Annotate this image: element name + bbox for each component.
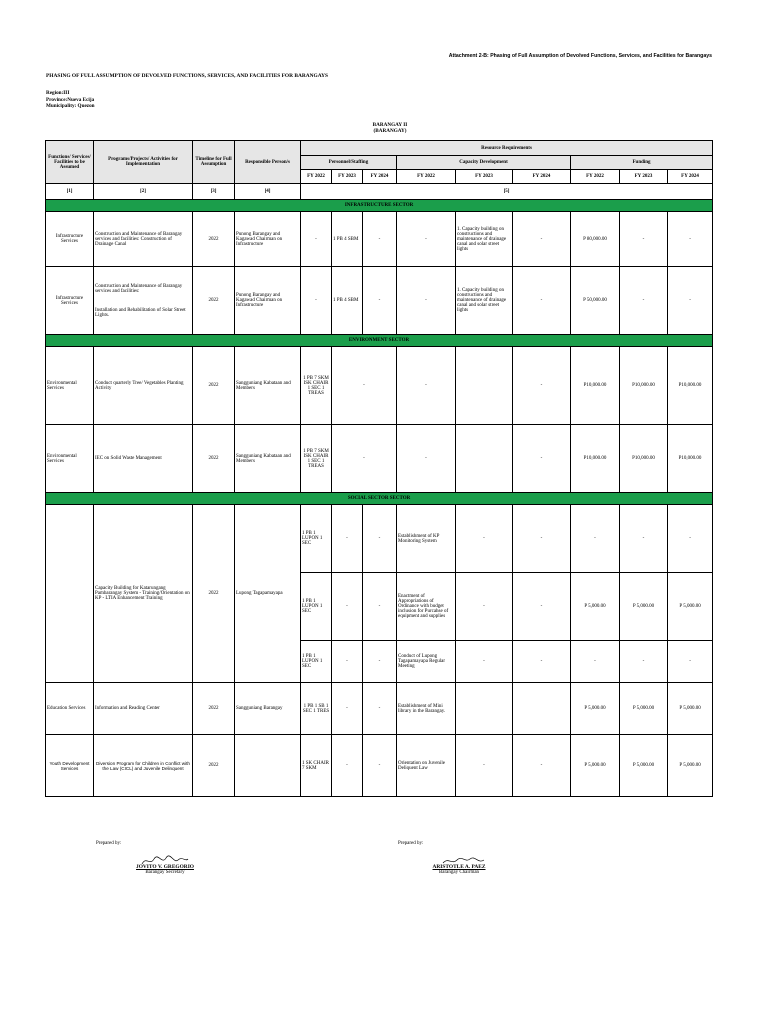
table-row xyxy=(46,425,713,493)
cell-capacity: - xyxy=(397,347,456,425)
cell-program: Construction and Maintenance of Barangay services and facilities: Construction of Drainage Canal xyxy=(94,212,193,267)
cell-timeline: 2022 xyxy=(193,505,235,683)
attachment-label: Attachment 2-B: Phasing of Full Assumption of Devolved Functions, Services, and Facilities for Barangays xyxy=(448,53,712,59)
fy-header: FY 2022 xyxy=(571,170,620,184)
cell-personnel: 1 PB 4 SBM xyxy=(332,267,363,335)
signatory-right xyxy=(424,864,494,875)
cell-personnel: - xyxy=(332,641,363,683)
cell-capacity: 1. Capacity building on constructions and maintenance of drainage canal and solar street lights xyxy=(456,212,513,267)
cell-funding: - xyxy=(668,267,713,335)
cell-funding: P 5,000.00 xyxy=(571,573,620,641)
cell-program: Information and Reading Center xyxy=(94,683,193,735)
cell-capacity: - xyxy=(513,425,571,493)
cell-personnel: - xyxy=(363,267,397,335)
cell-personnel: - xyxy=(332,573,363,641)
barangay-heading xyxy=(360,122,420,135)
signatory-left-title: Barangay Secretary xyxy=(145,870,185,875)
cell-funding: P 5,000.00 xyxy=(668,683,713,735)
col-programs: Programs/Projects/ Activities for Implementation xyxy=(94,141,193,184)
table-row xyxy=(46,505,713,573)
cell-personnel: - xyxy=(363,212,397,267)
cell-personnel: 1 PB 1 LUPON 1 SEC xyxy=(301,641,332,683)
cell-function: Education Services xyxy=(46,683,94,735)
cell-personnel: - xyxy=(332,735,363,797)
region-label: Region:III xyxy=(46,90,70,96)
cell-program: IEC on Solid Waste Management xyxy=(94,425,193,493)
fy-header: FY 2024 xyxy=(513,170,571,184)
cell-capacity: Orientation on Juvenile Deliquent Law xyxy=(397,735,456,797)
table-row xyxy=(46,212,713,267)
col-funding: Funding xyxy=(571,156,713,170)
table-row xyxy=(46,683,713,735)
cell-personnel: - xyxy=(332,505,363,573)
cell-funding: P 5,000.00 xyxy=(620,683,668,735)
cell-personnel: - xyxy=(332,683,363,735)
col-resource: Resource Requirements xyxy=(301,141,713,156)
cell-capacity xyxy=(456,425,513,493)
cell-funding: - xyxy=(620,267,668,335)
cell-capacity: Enactment of Appropriations of Ordinance with budget inclusion for Purcahse of equipment and supplies xyxy=(397,573,456,641)
cell-personnel: 1 PB 7 SKM ISK CHAIR 1 SEC 1 TREAS xyxy=(301,425,332,493)
cell-capacity xyxy=(513,683,571,735)
cell-personnel: 1 PB 4 SBM xyxy=(332,212,363,267)
barangay-name: BARANGAY II xyxy=(372,122,408,128)
cell-funding: P 80,000.00 xyxy=(571,212,620,267)
cell-personnel: - xyxy=(363,735,397,797)
cell-capacity: - xyxy=(513,735,571,797)
cell-funding: P10,000.00 xyxy=(571,347,620,425)
cell-funding: P 5,000.00 xyxy=(571,683,620,735)
cell-personnel: 1 PB 1 LUPON 1 SEC xyxy=(301,573,332,641)
fy-header: FY 2023 xyxy=(456,170,513,184)
cell-capacity: - xyxy=(456,735,513,797)
cell-personnel: - xyxy=(301,212,332,267)
cell-capacity: - xyxy=(397,267,456,335)
cell-responsible: Sangguniang Kabataan and Members xyxy=(235,347,301,425)
col-capacity: Capacity Development xyxy=(397,156,571,170)
cell-personnel: 1 PB 1 LUPON 1 SEC xyxy=(301,505,332,573)
cell-capacity: Conduct of Lupong Tagapamayapa Regular Meeting xyxy=(397,641,456,683)
col-number: [5] xyxy=(301,184,713,200)
fy-header: FY 2024 xyxy=(668,170,713,184)
cell-personnel: - xyxy=(363,641,397,683)
cell-capacity: - xyxy=(456,505,513,573)
cell-funding: P10,000.00 xyxy=(620,425,668,493)
cell-capacity: - xyxy=(456,573,513,641)
cell-responsible: Punong Barangay and Kagawad Chairman on Infrastructure xyxy=(235,267,301,335)
cell-capacity xyxy=(456,683,513,735)
col-personnel: Personnel/Staffing xyxy=(301,156,397,170)
cell-timeline: 2022 xyxy=(193,683,235,735)
fy-header: FY 2022 xyxy=(397,170,456,184)
cell-capacity: Establishment of KP Monitoring System xyxy=(397,505,456,573)
document-title: PHASING OF FULL ASSUMPTION OF DEVOLVED FUNCTIONS, SERVICES, AND FACILITIES FOR BARANGAYS xyxy=(46,73,329,79)
cell-funding: - xyxy=(620,641,668,683)
cell-capacity: - xyxy=(513,641,571,683)
cell-personnel: - xyxy=(363,505,397,573)
cell-funding: P 5,000.00 xyxy=(571,735,620,797)
cell-funding: P 5,000.00 xyxy=(668,573,713,641)
cell-responsible: Sangguniang Barangay xyxy=(235,683,301,735)
cell-personnel: 1 SK CHAIR 7 SKM xyxy=(301,735,332,797)
cell-timeline: 2022 xyxy=(193,347,235,425)
cell-personnel: - xyxy=(363,683,397,735)
cell-funding: P10,000.00 xyxy=(668,425,713,493)
phasing-table xyxy=(45,140,713,797)
col-functions: Functions/ Services/ Facilities to be Assumed xyxy=(46,141,94,184)
cell-timeline: 2022 xyxy=(193,735,235,797)
cell-timeline: 2022 xyxy=(193,425,235,493)
cell-program: Capacity Building for Katarungang Pambarangay System - Training/Orientation on KP - LTIA Enhancement Training xyxy=(94,505,193,683)
program-line: Construction and Maintenance of Barangay services and facilities: xyxy=(95,283,183,294)
location-block xyxy=(46,90,95,110)
cell-program: Conduct quarterly Tree/ Vegetables Planting Activity xyxy=(94,347,193,425)
cell-capacity: - xyxy=(397,212,456,267)
cell-capacity: - xyxy=(513,212,571,267)
cell-capacity xyxy=(456,347,513,425)
cell-capacity: - xyxy=(513,267,571,335)
cell-funding: P 5,000.00 xyxy=(620,735,668,797)
cell-funding: - xyxy=(571,641,620,683)
fy-header: FY 2022 xyxy=(301,170,332,184)
cell-personnel: - xyxy=(332,347,397,425)
cell-capacity: 1. Capacity building on constructions and maintenance of drainage canal and solar street lights xyxy=(456,267,513,335)
cell-function: Infrastructure Services xyxy=(46,212,94,267)
signatory-left-name: JOVITO V. GREGORIO xyxy=(136,864,194,870)
fy-header: FY 2023 xyxy=(620,170,668,184)
col-number: [2] xyxy=(94,184,193,200)
prepared-by-label: Prepared by: xyxy=(398,841,424,846)
cell-responsible: Sangguniang Kabataan and Members xyxy=(235,425,301,493)
cell-capacity: Establishment of Mini library in the Barangay. xyxy=(397,683,456,735)
cell-capacity: - xyxy=(513,347,571,425)
cell-funding: P10,000.00 xyxy=(668,347,713,425)
cell-function: Environmental Services xyxy=(46,425,94,493)
col-number: [3] xyxy=(193,184,235,200)
cell-capacity: - xyxy=(456,641,513,683)
prepared-by-label: Prepared by: xyxy=(96,841,122,846)
cell-funding: - xyxy=(668,505,713,573)
cell-funding: - xyxy=(668,212,713,267)
signatory-left xyxy=(130,864,200,875)
table-row xyxy=(46,735,713,797)
cell-function: Youth Development Services xyxy=(46,735,94,797)
municipality-label: Municipality: Quezon xyxy=(46,103,95,110)
cell-capacity: - xyxy=(397,425,456,493)
fy-header: FY 2024 xyxy=(363,170,397,184)
cell-timeline: 2022 xyxy=(193,212,235,267)
cell-function: Infrastructure Services xyxy=(46,267,94,335)
program-line: Installation and Rehabilitation of Solar Street Lights. xyxy=(95,307,186,318)
sector-social: SOCIAL SECTOR SECTOR xyxy=(46,493,713,505)
cell-responsible: Punong Barangay and Kagawad Chairman on Infrastructure xyxy=(235,212,301,267)
province-label: Province:Nueva Ecija xyxy=(46,96,95,103)
cell-funding: - xyxy=(620,505,668,573)
cell-personnel: - xyxy=(332,425,397,493)
cell-responsible: Lupong Tagapamayapa xyxy=(235,505,301,683)
cell-function xyxy=(46,505,94,683)
fy-header: FY 2023 xyxy=(332,170,363,184)
cell-program: Diversion Program for Children in Conflict with the Law (CICL) and Juvenile Delinquent xyxy=(94,735,193,797)
signatory-right-name: ARISTOTLE A. PAEZ xyxy=(432,864,486,870)
cell-funding: P10,000.00 xyxy=(620,347,668,425)
barangay-type: (BARANGAY) xyxy=(373,128,407,135)
cell-funding: P 5,000.00 xyxy=(620,573,668,641)
col-number: [1] xyxy=(46,184,94,200)
cell-funding: - xyxy=(620,212,668,267)
col-responsible: Responsible Person/s xyxy=(235,141,301,184)
signatory-right-title: Barangay Chairman xyxy=(438,870,480,875)
cell-funding: P10,000.00 xyxy=(571,425,620,493)
cell-funding: P 5,000.00 xyxy=(668,735,713,797)
cell-function: Environmental Services xyxy=(46,347,94,425)
sector-environment: ENVIRONMENT SECTOR xyxy=(46,335,713,347)
cell-responsible xyxy=(235,735,301,797)
table-row xyxy=(46,347,713,425)
cell-personnel: 1 PB 7 SKM ISK CHAIR 1 SEC 1 TREAS xyxy=(301,347,332,425)
cell-personnel: 1 PB 1 SB 1 SEC 1 TRES xyxy=(301,683,332,735)
table-row xyxy=(46,267,713,335)
sector-infrastructure: INFRASTRUCTURE SECTOR xyxy=(46,200,713,212)
cell-funding: - xyxy=(668,641,713,683)
cell-funding: - xyxy=(571,505,620,573)
cell-personnel: - xyxy=(301,267,332,335)
cell-capacity: - xyxy=(513,505,571,573)
cell-personnel: - xyxy=(363,573,397,641)
col-number: [4] xyxy=(235,184,301,200)
cell-capacity: - xyxy=(513,573,571,641)
cell-program xyxy=(94,267,193,335)
col-timeline: Timeline for Full Assumption xyxy=(193,141,235,184)
cell-timeline: 2022 xyxy=(193,267,235,335)
cell-funding: P 50,000.00 xyxy=(571,267,620,335)
